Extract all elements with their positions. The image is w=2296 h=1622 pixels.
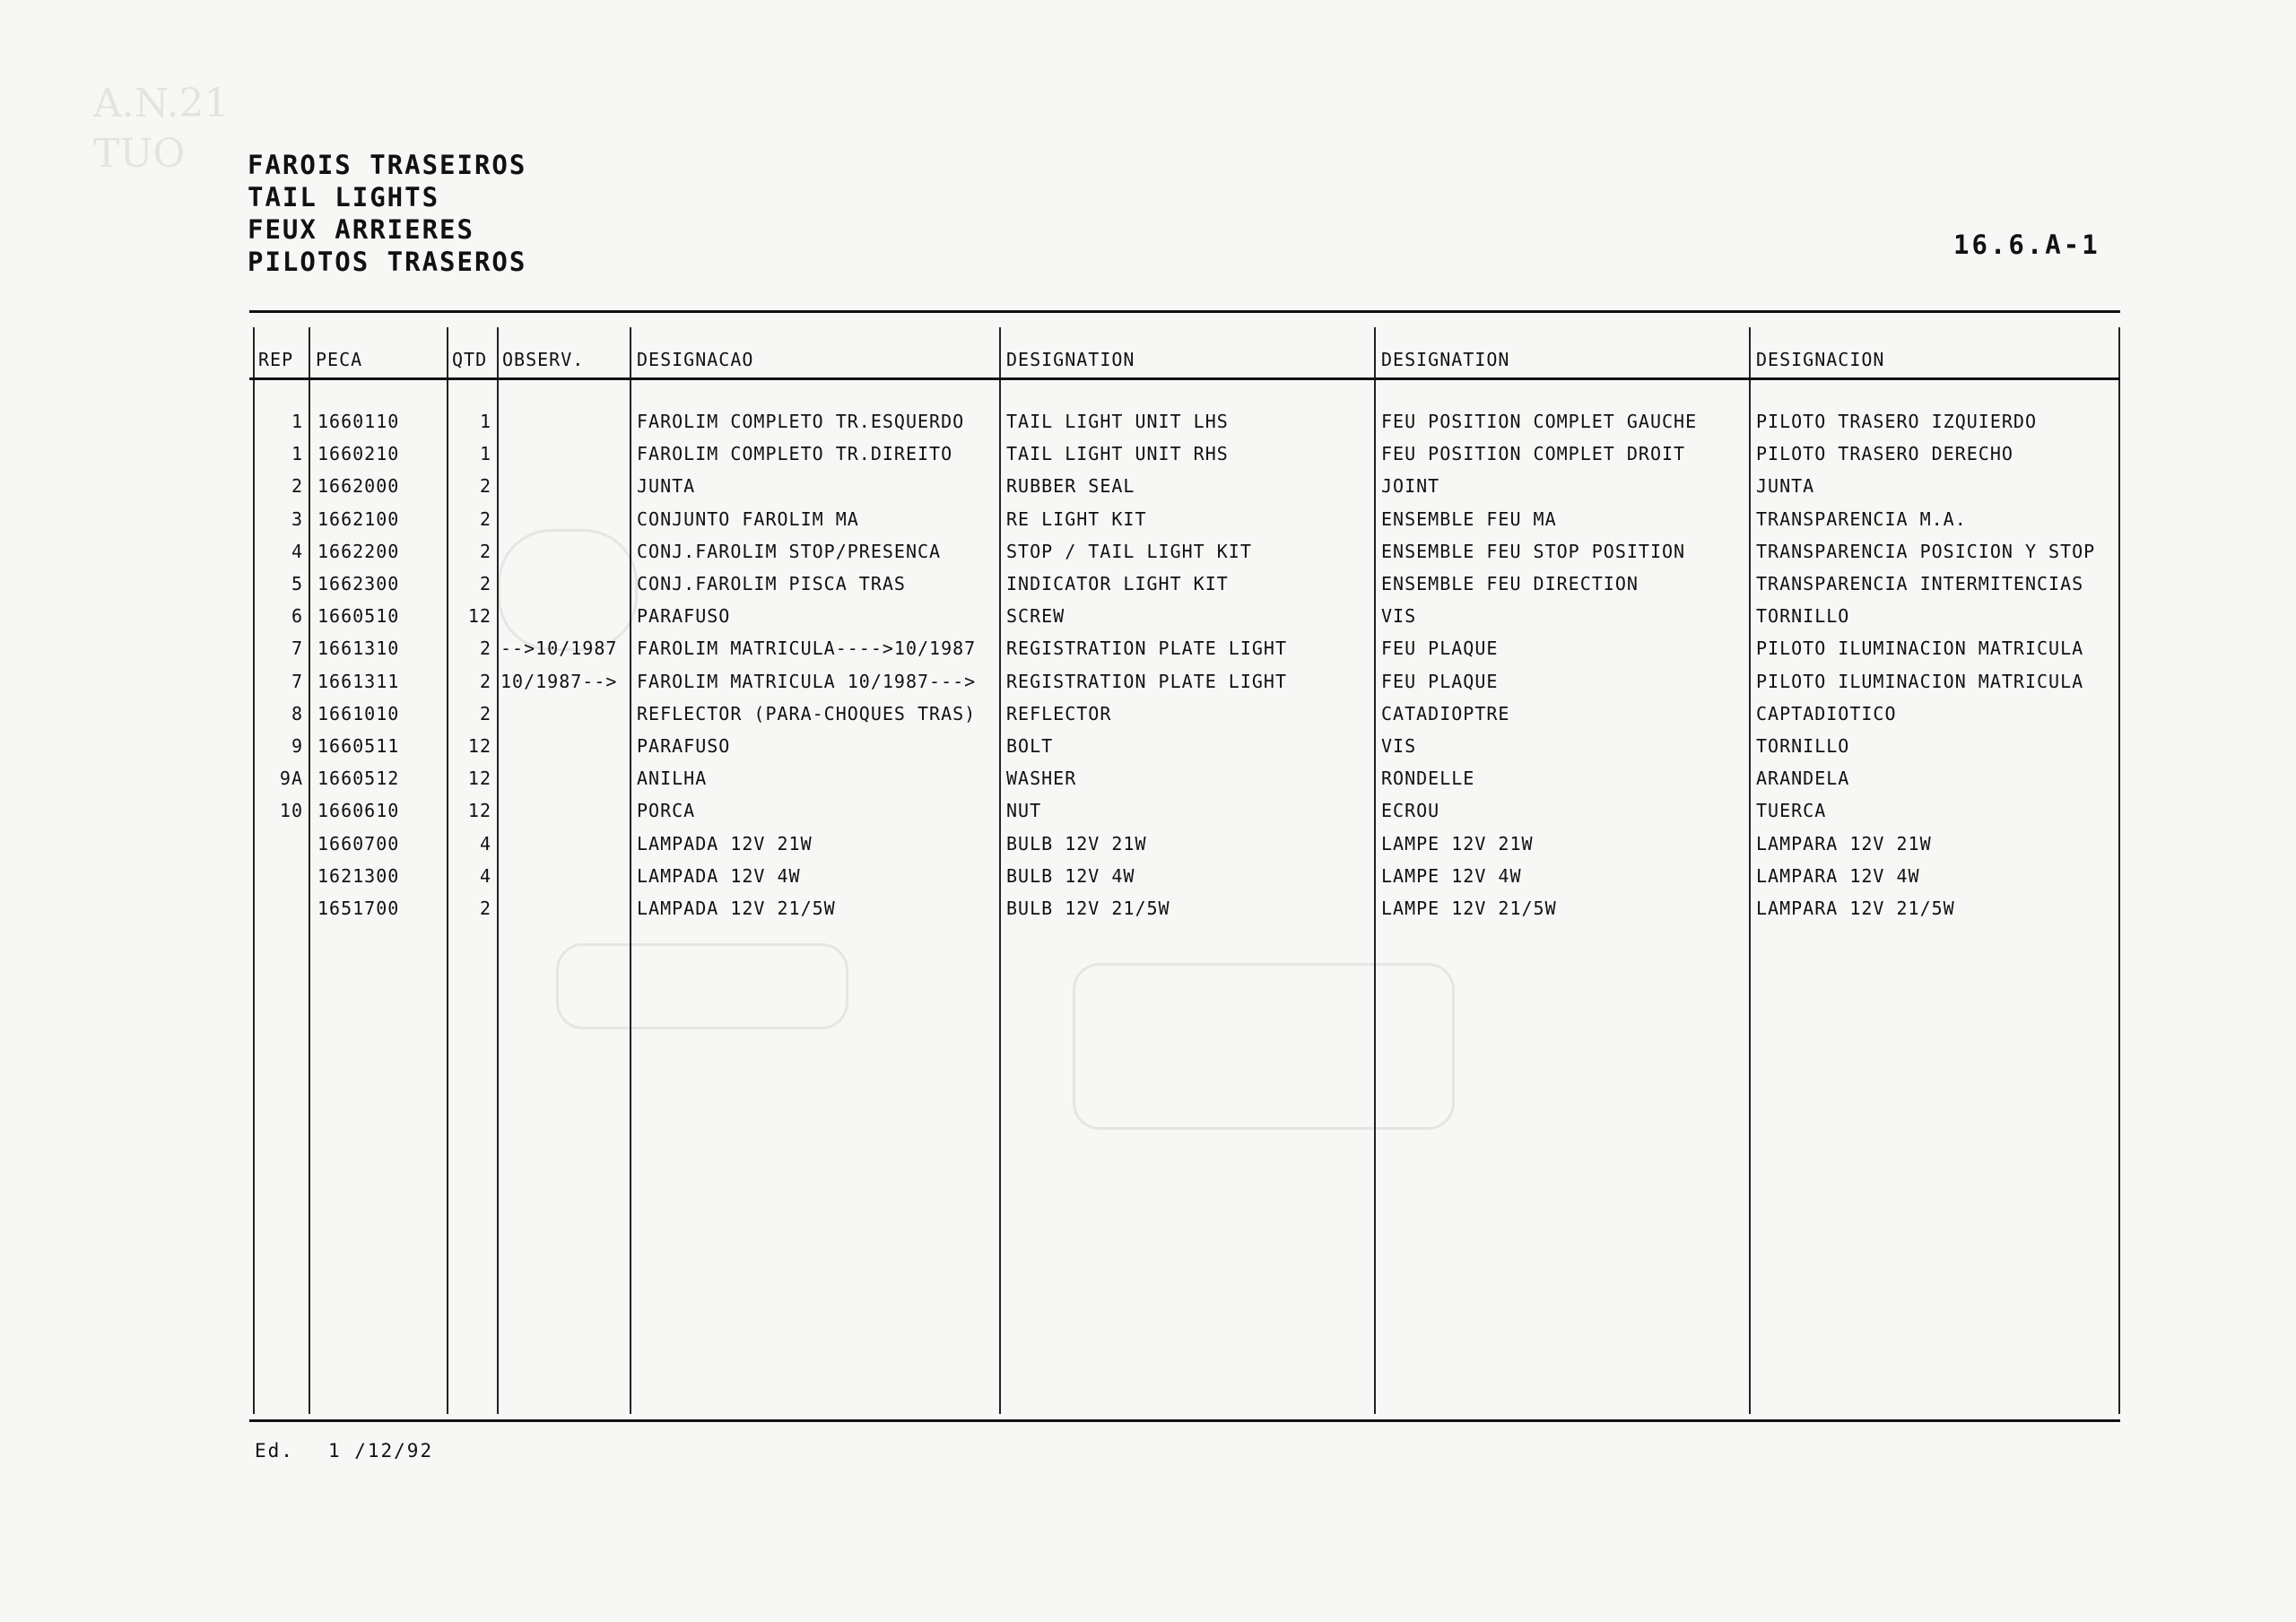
header-qtd: QTD <box>452 349 488 370</box>
table-row <box>249 635 2120 662</box>
cell-en: RUBBER SEAL <box>1006 475 1135 498</box>
cell-en: RE LIGHT KIT <box>1006 507 1147 530</box>
cell-en: INDICATOR LIGHT KIT <box>1006 573 1229 594</box>
cell-en: BULB 12V 21W <box>1006 832 1147 854</box>
cell-pt: PARAFUSO <box>637 735 731 757</box>
table-row <box>249 440 2120 467</box>
cell-es: LAMPARA 12V 4W <box>1756 864 1920 887</box>
cell-fr: FEU POSITION COMPLET DROIT <box>1381 443 1686 465</box>
cell-qtd: 12 <box>467 605 491 628</box>
title-pt: FAROIS TRASEIROS <box>248 150 527 180</box>
cell-peca: 1651700 <box>317 898 400 919</box>
cell-qtd: 12 <box>467 735 491 757</box>
cell-es: TUERCA <box>1756 800 1827 822</box>
header-designation-en: DESIGNATION <box>1006 349 1135 370</box>
cell-pt: LAMPADA 12V 21W <box>637 832 813 854</box>
cell-fr: VIS <box>1381 605 1417 628</box>
table-row <box>249 733 2120 759</box>
cell-es: TRANSPARENCIA INTERMITENCIAS <box>1756 573 2084 594</box>
table-row <box>249 830 2120 857</box>
cell-fr: ENSEMBLE FEU MA <box>1381 507 1557 530</box>
cell-pt: CONJUNTO FAROLIM MA <box>637 507 859 530</box>
cell-pt: FAROLIM MATRICULA---->10/1987 <box>637 638 977 660</box>
title-es: PILOTOS TRASEROS <box>248 247 527 277</box>
cell-pt: FAROLIM MATRICULA 10/1987---> <box>637 670 977 692</box>
cell-qtd: 12 <box>467 768 491 790</box>
cell-observ: 10/1987--> <box>500 670 618 692</box>
cell-peca: 1662200 <box>317 540 400 562</box>
cell-es: PILOTO TRASERO IZQUIERDO <box>1756 411 2037 432</box>
cell-pt: CONJ.FAROLIM STOP/PRESENCA <box>637 540 942 562</box>
cell-rep: 8 <box>291 702 303 724</box>
cell-peca: 1661310 <box>317 638 400 660</box>
cell-qtd: 2 <box>479 898 491 919</box>
cell-en: REGISTRATION PLATE LIGHT <box>1006 638 1287 660</box>
cell-fr: JOINT <box>1381 475 1440 498</box>
cell-qtd: 4 <box>479 832 491 854</box>
cell-peca: 1662100 <box>317 507 400 530</box>
cell-es: PILOTO TRASERO DERECHO <box>1756 443 2013 465</box>
cell-peca: 1661311 <box>317 670 400 692</box>
cell-pt: REFLECTOR (PARA-CHOQUES TRAS) <box>637 702 977 724</box>
cell-rep: 7 <box>291 638 303 660</box>
ghost-mark <box>93 79 229 179</box>
cell-pt: ANILHA <box>637 768 708 790</box>
cell-qtd: 12 <box>467 800 491 822</box>
cell-es: JUNTA <box>1756 475 1815 498</box>
cell-pt: FAROLIM COMPLETO TR.ESQUERDO <box>637 411 965 432</box>
header-rule <box>249 377 2120 380</box>
cell-pt: FAROLIM COMPLETO TR.DIREITO <box>637 443 953 465</box>
cell-fr: LAMPE 12V 4W <box>1381 864 1522 887</box>
table-row <box>249 700 2120 727</box>
cell-peca: 1661010 <box>317 702 400 724</box>
table-row <box>249 506 2120 533</box>
cell-peca: 1660110 <box>317 411 400 432</box>
cell-qtd: 4 <box>479 864 491 887</box>
cell-en: BULB 12V 21/5W <box>1006 898 1170 919</box>
ghost-mark-line: TUO <box>93 131 186 177</box>
cell-es: ARANDELA <box>1756 768 1850 790</box>
cell-qtd: 2 <box>479 670 491 692</box>
table-row <box>249 408 2120 435</box>
cell-es: TORNILLO <box>1756 735 1850 757</box>
cell-pt: JUNTA <box>637 475 696 498</box>
cell-fr: ECROU <box>1381 800 1440 822</box>
table-row <box>249 473 2120 499</box>
cell-es: CAPTADIOTICO <box>1756 702 1897 724</box>
header-peca: PECA <box>316 349 363 370</box>
cell-rep: 6 <box>291 605 303 628</box>
cell-peca: 1660511 <box>317 735 400 757</box>
cell-pt: CONJ.FAROLIM PISCA TRAS <box>637 573 906 594</box>
header-designacion: DESIGNACION <box>1756 349 1885 370</box>
header-designation-fr: DESIGNATION <box>1381 349 1510 370</box>
edition-label: Ed. <box>255 1440 294 1462</box>
cell-en: STOP / TAIL LIGHT KIT <box>1006 540 1252 562</box>
cell-peca: 1660510 <box>317 605 400 628</box>
cell-es: TORNILLO <box>1756 605 1850 628</box>
cell-es: TRANSPARENCIA POSICION Y STOP <box>1756 540 2096 562</box>
cell-fr: ENSEMBLE FEU STOP POSITION <box>1381 540 1686 562</box>
edition-date: 1 /12/92 <box>327 1440 434 1462</box>
cell-pt: PARAFUSO <box>637 605 731 628</box>
cell-observ: -->10/1987 <box>500 638 618 660</box>
cell-fr: LAMPE 12V 21W <box>1381 832 1534 854</box>
table-row <box>249 668 2120 695</box>
cell-qtd: 2 <box>479 573 491 594</box>
page-titles <box>248 149 526 278</box>
header-designacao: DESIGNACAO <box>637 349 754 370</box>
title-en: TAIL LIGHTS <box>248 182 440 213</box>
cell-en: TAIL LIGHT UNIT LHS <box>1006 411 1229 432</box>
cell-en: REGISTRATION PLATE LIGHT <box>1006 670 1287 692</box>
cell-es: PILOTO ILUMINACION MATRICULA <box>1756 638 2084 660</box>
table-row <box>249 570 2120 597</box>
cell-peca: 1662000 <box>317 475 400 498</box>
cell-en: BULB 12V 4W <box>1006 864 1135 887</box>
cell-fr: VIS <box>1381 735 1417 757</box>
cell-en: SCREW <box>1006 605 1065 628</box>
cell-rep: 1 <box>291 443 303 465</box>
cell-fr: FEU POSITION COMPLET GAUCHE <box>1381 411 1698 432</box>
cell-pt: LAMPADA 12V 21/5W <box>637 898 836 919</box>
cell-rep: 10 <box>279 800 303 822</box>
cell-es: TRANSPARENCIA M.A. <box>1756 507 1967 530</box>
cell-qtd: 2 <box>479 475 491 498</box>
cell-rep: 2 <box>291 475 303 498</box>
cell-pt: LAMPADA 12V 4W <box>637 864 801 887</box>
title-fr: FEUX ARRIERES <box>248 214 474 245</box>
table-row <box>249 863 2120 889</box>
cell-en: BOLT <box>1006 735 1054 757</box>
table-row <box>249 765 2120 792</box>
cell-peca: 1660512 <box>317 768 400 790</box>
cell-es: LAMPARA 12V 21/5W <box>1756 898 1955 919</box>
cell-pt: PORCA <box>637 800 696 822</box>
cell-en: WASHER <box>1006 768 1077 790</box>
cell-peca: 1621300 <box>317 864 400 887</box>
table-row <box>249 538 2120 565</box>
cell-rep: 9A <box>279 768 303 790</box>
table-row <box>249 603 2120 629</box>
cell-rep: 5 <box>291 573 303 594</box>
cell-rep: 3 <box>291 507 303 530</box>
cell-fr: FEU PLAQUE <box>1381 670 1499 692</box>
cell-en: REFLECTOR <box>1006 702 1112 724</box>
cell-rep: 9 <box>291 735 303 757</box>
cell-peca: 1660610 <box>317 800 400 822</box>
cell-rep: 7 <box>291 670 303 692</box>
cell-qtd: 1 <box>479 443 491 465</box>
cell-fr: FEU PLAQUE <box>1381 638 1499 660</box>
table-row <box>249 895 2120 922</box>
cell-rep: 1 <box>291 411 303 432</box>
cell-es: PILOTO ILUMINACION MATRICULA <box>1756 670 2084 692</box>
edition-note <box>255 1440 433 1462</box>
cell-fr: RONDELLE <box>1381 768 1475 790</box>
cell-es: LAMPARA 12V 21W <box>1756 832 1932 854</box>
cell-qtd: 2 <box>479 702 491 724</box>
cell-en: TAIL LIGHT UNIT RHS <box>1006 443 1229 465</box>
header-rep: REP <box>258 349 294 370</box>
cell-fr: CATADIOPTRE <box>1381 702 1510 724</box>
cell-en: NUT <box>1006 800 1042 822</box>
cell-peca: 1660700 <box>317 832 400 854</box>
cell-qtd: 2 <box>479 540 491 562</box>
cell-fr: ENSEMBLE FEU DIRECTION <box>1381 573 1639 594</box>
cell-qtd: 1 <box>479 411 491 432</box>
cell-rep: 4 <box>291 540 303 562</box>
cell-fr: LAMPE 12V 21/5W <box>1381 898 1557 919</box>
cell-peca: 1662300 <box>317 573 400 594</box>
cell-qtd: 2 <box>479 507 491 530</box>
ghost-mark-line: A.N.21 <box>93 81 230 126</box>
table-row <box>249 797 2120 824</box>
page-code: 16.6.A-1 <box>1953 230 2100 260</box>
parts-table <box>249 310 2120 1422</box>
cell-qtd: 2 <box>479 638 491 660</box>
header-observ: OBSERV. <box>502 349 585 370</box>
cell-peca: 1660210 <box>317 443 400 465</box>
